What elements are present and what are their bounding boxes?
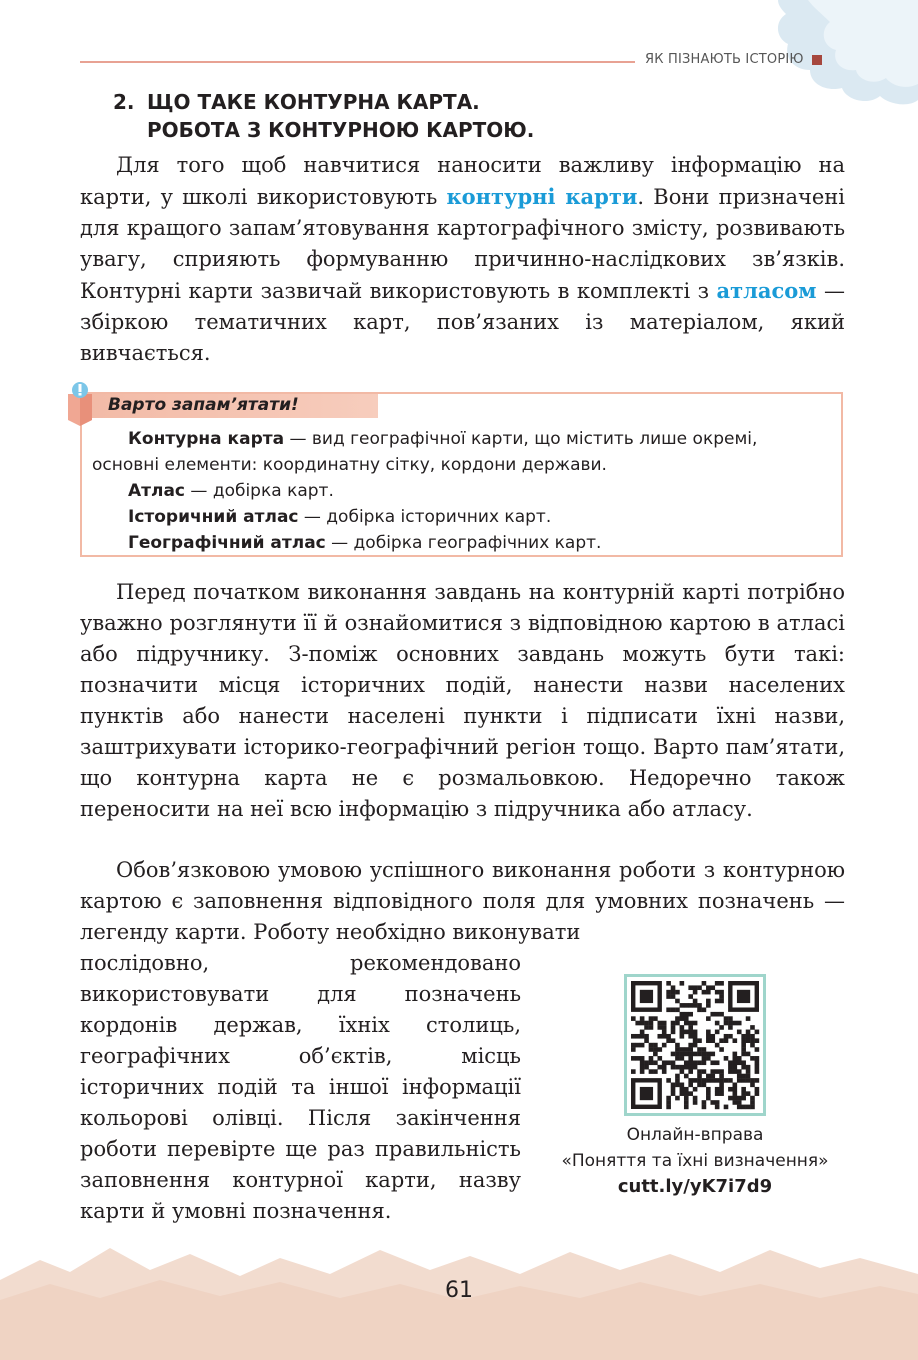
header-rule <box>80 61 635 63</box>
memo-item-continuation: основні елементи: координатну сітку, кордони держави. <box>92 455 607 475</box>
para2-text: Перед початком виконання завдань на контурній карті потрібно уважно розглянути її й ознайомитися з відповідною картою в атласі або підручнику. З-поміж основних завдань можуть бути такі: позначити місця історичних подій, нанести назви населених пунктів або нанести населені пункти і підписати їхні назви, заштрихувати історико-географічний регіон тощо. Варто пам’ятати, що контурна карта не є розмальовкою. Недоречно також переносити на неї всю інформацію з підручника або атласу. <box>80 580 845 821</box>
memo-term: Атлас <box>128 481 186 501</box>
memo-term: Історичний атлас <box>128 507 299 527</box>
memo-item <box>92 426 832 452</box>
term-contour-maps: контурні карти <box>446 184 638 209</box>
section-number: 2. <box>113 90 135 114</box>
paragraph-legend <box>80 855 845 948</box>
memo-term: Географічний атлас <box>128 533 326 553</box>
memo-term: Контурна карта <box>128 429 285 449</box>
page-number: 61 <box>445 1278 473 1303</box>
qr-code[interactable] <box>624 974 766 1116</box>
memo-def: — добірка географічних карт. <box>325 533 602 553</box>
qr-caption-line1: Онлайн-вправа <box>626 1125 764 1145</box>
paragraph-tasks <box>80 577 845 825</box>
running-head <box>645 52 822 67</box>
term-atlas: атласом <box>716 278 817 303</box>
paragraph-intro <box>80 150 845 369</box>
memo-item <box>92 530 832 556</box>
running-head-text: ЯК ПІЗНАЮТЬ ІСТОРІЮ <box>645 52 804 67</box>
section-title <box>113 88 534 144</box>
section-title-line1: ЩО ТАКЕ КОНТУРНА КАРТА. <box>147 90 480 114</box>
qr-code-icon <box>627 977 763 1113</box>
exclamation-pin-icon <box>64 380 96 426</box>
memo-item <box>92 504 832 530</box>
para4-text: послідовно, рекомендовано використовувати для позначень кордонів держав, їхніх столиць, географічних об’єктів, місць історичних подій та іншої інформації кольорові олівці. Після закінчення роботи перевірте ще раз правильність заповнення контурної карти, назву карти й умовні позначення. <box>80 951 521 1223</box>
para1-text-c: — збіркою тематичних карт, пов’язаних із матеріалом, який вивчається. <box>80 279 845 365</box>
para1-text-b: . Вони призначені для кращого запам’ятовування картографічного змісту, розвивають увагу, сприяють формуванню причинно-наслідкових зв’язків. Контурні карти зазвичай використовують в комплекті з <box>80 185 845 303</box>
para3-text: Обов’язковою умовою успішного виконання роботи з контурною картою є заповнення відповідного поля для умовних позначень — легенду карти. Роботу необхідно виконувати <box>80 858 845 944</box>
section-title-line2: РОБОТА З КОНТУРНОЮ КАРТОЮ. <box>147 118 535 142</box>
memo-item <box>92 478 832 504</box>
header-marker-square <box>812 55 822 65</box>
para1-text-a: Для того щоб навчитися наносити важливу інформацію на карти, у школі використовують <box>80 153 845 209</box>
memo-def: — вид географічної карти, що містить лише окремі, <box>284 429 758 449</box>
qr-caption-line2: «Поняття та їхні визначення» <box>561 1151 829 1171</box>
remember-box-body <box>92 426 832 556</box>
memo-def: — добірка історичних карт. <box>298 507 552 527</box>
remember-box-heading: Варто запам’ятати! <box>108 395 299 415</box>
remember-box-tab <box>68 394 378 418</box>
paragraph-colored-pencils <box>80 948 521 1227</box>
qr-caption <box>540 1122 850 1200</box>
qr-url-link[interactable]: cutt.ly/yK7i7d9 <box>617 1176 773 1197</box>
remember-box <box>80 392 843 557</box>
memo-def: — добірка карт. <box>185 481 334 501</box>
